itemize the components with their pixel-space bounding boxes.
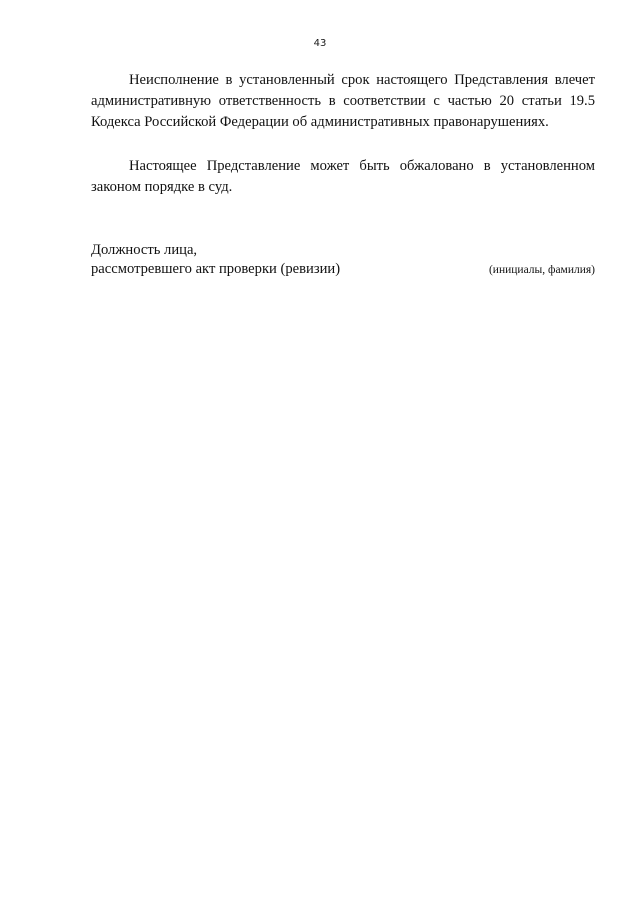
paragraph-appeal: Настоящее Представление может быть обжаловано в установленном законом порядке в суд. bbox=[91, 158, 595, 195]
signature-position-line-1: Должность лица, bbox=[91, 242, 198, 258]
signature-position-line-2: рассмотревшего акт проверки (ревизии) bbox=[91, 261, 341, 277]
signature-line bbox=[91, 260, 595, 280]
signature-initials-note: (инициалы, фамилия) bbox=[488, 264, 595, 276]
paragraph-liability: Неисполнение в установленный срок настоящего Представления влечет административную ответственность в соответствии с частью 20 статьи 19.5 Кодекса Российской Федерации об административных правонарушениях. bbox=[91, 72, 595, 130]
signature-block bbox=[91, 241, 595, 280]
page-number: 43 bbox=[313, 38, 327, 49]
